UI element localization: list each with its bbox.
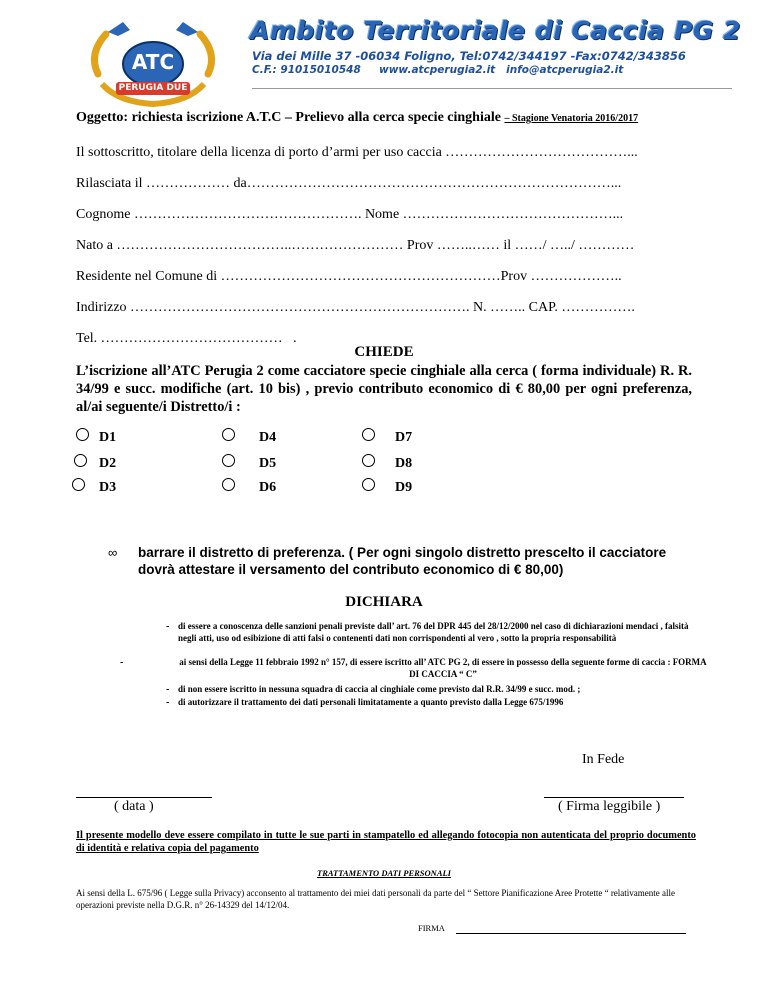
district-option-d3[interactable] bbox=[72, 478, 116, 496]
rilasciata-field[interactable]: Rilasciata il ……………… da……………………………………………………………………... bbox=[76, 176, 622, 191]
logo-subtext: PERUGIA DUE bbox=[118, 83, 188, 93]
radio-d6-icon[interactable] bbox=[222, 478, 235, 491]
signature-line[interactable] bbox=[544, 797, 684, 798]
radio-d9-icon[interactable] bbox=[362, 478, 375, 491]
licenza-field[interactable]: Il sottoscritto, titolare della licenza di porto d’armi per uso caccia …………………………………... bbox=[76, 145, 638, 160]
dichiara-heading: DICHIARA bbox=[345, 594, 423, 610]
radio-d8-icon[interactable] bbox=[362, 454, 375, 467]
season-text: – Stagione Venatoria 2016/2017 bbox=[504, 113, 639, 124]
district-option-d7[interactable] bbox=[362, 428, 412, 446]
logo-text: ATC bbox=[131, 50, 175, 74]
chiede-heading: CHIEDE bbox=[354, 344, 414, 360]
note-text: barrare il distretto di preferenza. ( Per ogni singolo distretto prescelto il cacciatore dovrà attestare il versamento del contributo economico di € 80,00) bbox=[138, 545, 667, 577]
declaration-text: di non essere iscritto in nessuna squadra di caccia al cinghiale come previsto dal R.R. 34/99 e succ. mod. ; bbox=[178, 684, 581, 694]
dash-bullet: - bbox=[166, 697, 170, 708]
declaration-item bbox=[166, 697, 708, 709]
firma-label: FIRMA bbox=[418, 923, 445, 933]
radio-d3-icon[interactable] bbox=[72, 478, 85, 491]
district-label: D7 bbox=[395, 430, 413, 445]
radio-d2-icon[interactable] bbox=[74, 454, 87, 467]
district-option-d4[interactable] bbox=[222, 428, 276, 446]
district-label: D1 bbox=[99, 430, 117, 445]
organization-codes: C.F.: 91015010548 www.atcperugia2.it info@atcperugia2.it bbox=[252, 64, 624, 76]
district-label: D8 bbox=[395, 456, 413, 471]
subject-text: Oggetto: richiesta iscrizione A.T.C – Prelievo alla cerca specie cinghiale bbox=[76, 110, 501, 125]
district-label: D4 bbox=[259, 430, 277, 445]
declaration-text: di autorizzare il trattamento dei dati personali limitatamente a quanto previsto dalla Legge 675/1996 bbox=[178, 697, 564, 707]
district-option-d2[interactable] bbox=[74, 454, 116, 472]
radio-d7-icon[interactable] bbox=[362, 428, 375, 441]
infinity-bullet-icon: ∞ bbox=[108, 545, 118, 560]
district-option-d8[interactable] bbox=[362, 454, 412, 472]
privacy-heading: TRATTAMENTO DATI PERSONALI bbox=[317, 868, 451, 878]
instructions-warning: Il presente modello deve essere compilato in tutte le sue parti in stampatello ed allegando fotocopia non autenticata del proprio documento di identità e relativa copia del pagamento bbox=[76, 830, 696, 854]
nascita-field[interactable]: Nato a ………………………………..…………………… Prov ……..…… il ……/ …../ ………… bbox=[76, 238, 635, 253]
date-caption: ( data ) bbox=[114, 799, 154, 814]
district-option-d1[interactable] bbox=[76, 428, 116, 446]
subject-line bbox=[76, 110, 638, 126]
district-option-d9[interactable] bbox=[362, 478, 412, 496]
district-label: D3 bbox=[99, 480, 117, 495]
declaration-text: di essere a conoscenza delle sanzioni penali previste dall’ art. 76 del DPR 445 del 28/12/2000 nel caso di dichiarazioni mendaci , falsità negli atti, uso od esibizione di atti falsi o contenenti dati non corrispondenti al vero , sotto la propria responsabilità bbox=[178, 621, 689, 643]
district-label: D6 bbox=[259, 480, 277, 495]
residenza-field[interactable]: Residente nel Comune di ……………………………………………………Prov ……………….. bbox=[76, 269, 622, 284]
district-label: D5 bbox=[259, 456, 277, 471]
radio-d4-icon[interactable] bbox=[222, 428, 235, 441]
district-note bbox=[108, 544, 692, 578]
radio-d5-icon[interactable] bbox=[222, 454, 235, 467]
in-fede-label: In Fede bbox=[582, 752, 625, 767]
firma-line[interactable] bbox=[456, 933, 686, 934]
district-option-d5[interactable] bbox=[222, 454, 276, 472]
chiede-paragraph: L’iscrizione all’ATC Perugia 2 come cacciatore specie cinghiale alla cerca ( forma individuale) R. R. 34/99 e succ. modifiche (art. 10 bis) , previo contributo economico di € 80,00 per ogni preferenza, al/ai seguente/i Distretto/i : bbox=[76, 363, 692, 415]
telefono-field[interactable]: Tel. ………………………………… . bbox=[76, 331, 297, 346]
header-divider bbox=[252, 88, 732, 89]
atc-logo bbox=[78, 14, 228, 110]
declaration-item bbox=[166, 684, 708, 696]
declaration-item bbox=[166, 621, 708, 644]
dash-bullet: - bbox=[166, 621, 170, 632]
district-label: D9 bbox=[395, 480, 413, 495]
district-option-d6[interactable] bbox=[222, 478, 276, 496]
indirizzo-field[interactable]: Indirizzo ………………………………………………………………. N. …….. CAP. ……………. bbox=[76, 300, 635, 315]
declaration-item bbox=[120, 657, 708, 680]
cognome-nome-field[interactable]: Cognome …………………………………………. Nome ………………………………………... bbox=[76, 207, 624, 222]
declaration-text: ai sensi della Legge 11 febbraio 1992 n° 157, di essere iscritto all’ ATC PG 2, di essere in possesso della seguente forme di caccia : FORMA DI CACCIA “ C” bbox=[179, 657, 707, 679]
date-line[interactable] bbox=[76, 797, 212, 798]
signature-caption: ( Firma leggibile ) bbox=[558, 799, 661, 814]
organization-address: Via dei Mille 37 -06034 Foligno, Tel:0742/344197 -Fax:0742/343856 bbox=[252, 49, 686, 63]
dash-bullet: - bbox=[120, 657, 124, 668]
radio-d1-icon[interactable] bbox=[76, 428, 89, 441]
dash-bullet: - bbox=[166, 684, 170, 695]
district-label: D2 bbox=[99, 456, 117, 471]
organization-title: Ambito Territoriale di Caccia PG 2 bbox=[250, 16, 741, 45]
privacy-text: Ai sensi della L. 675/96 ( Legge sulla Privacy) acconsento al trattamento dei miei dati personali da parte del “ Settore Pianificazione Aree Protette “ relativamente alle operazioni previste nella D.G.R. n° 26-14329 del 14/12/04. bbox=[76, 888, 676, 910]
